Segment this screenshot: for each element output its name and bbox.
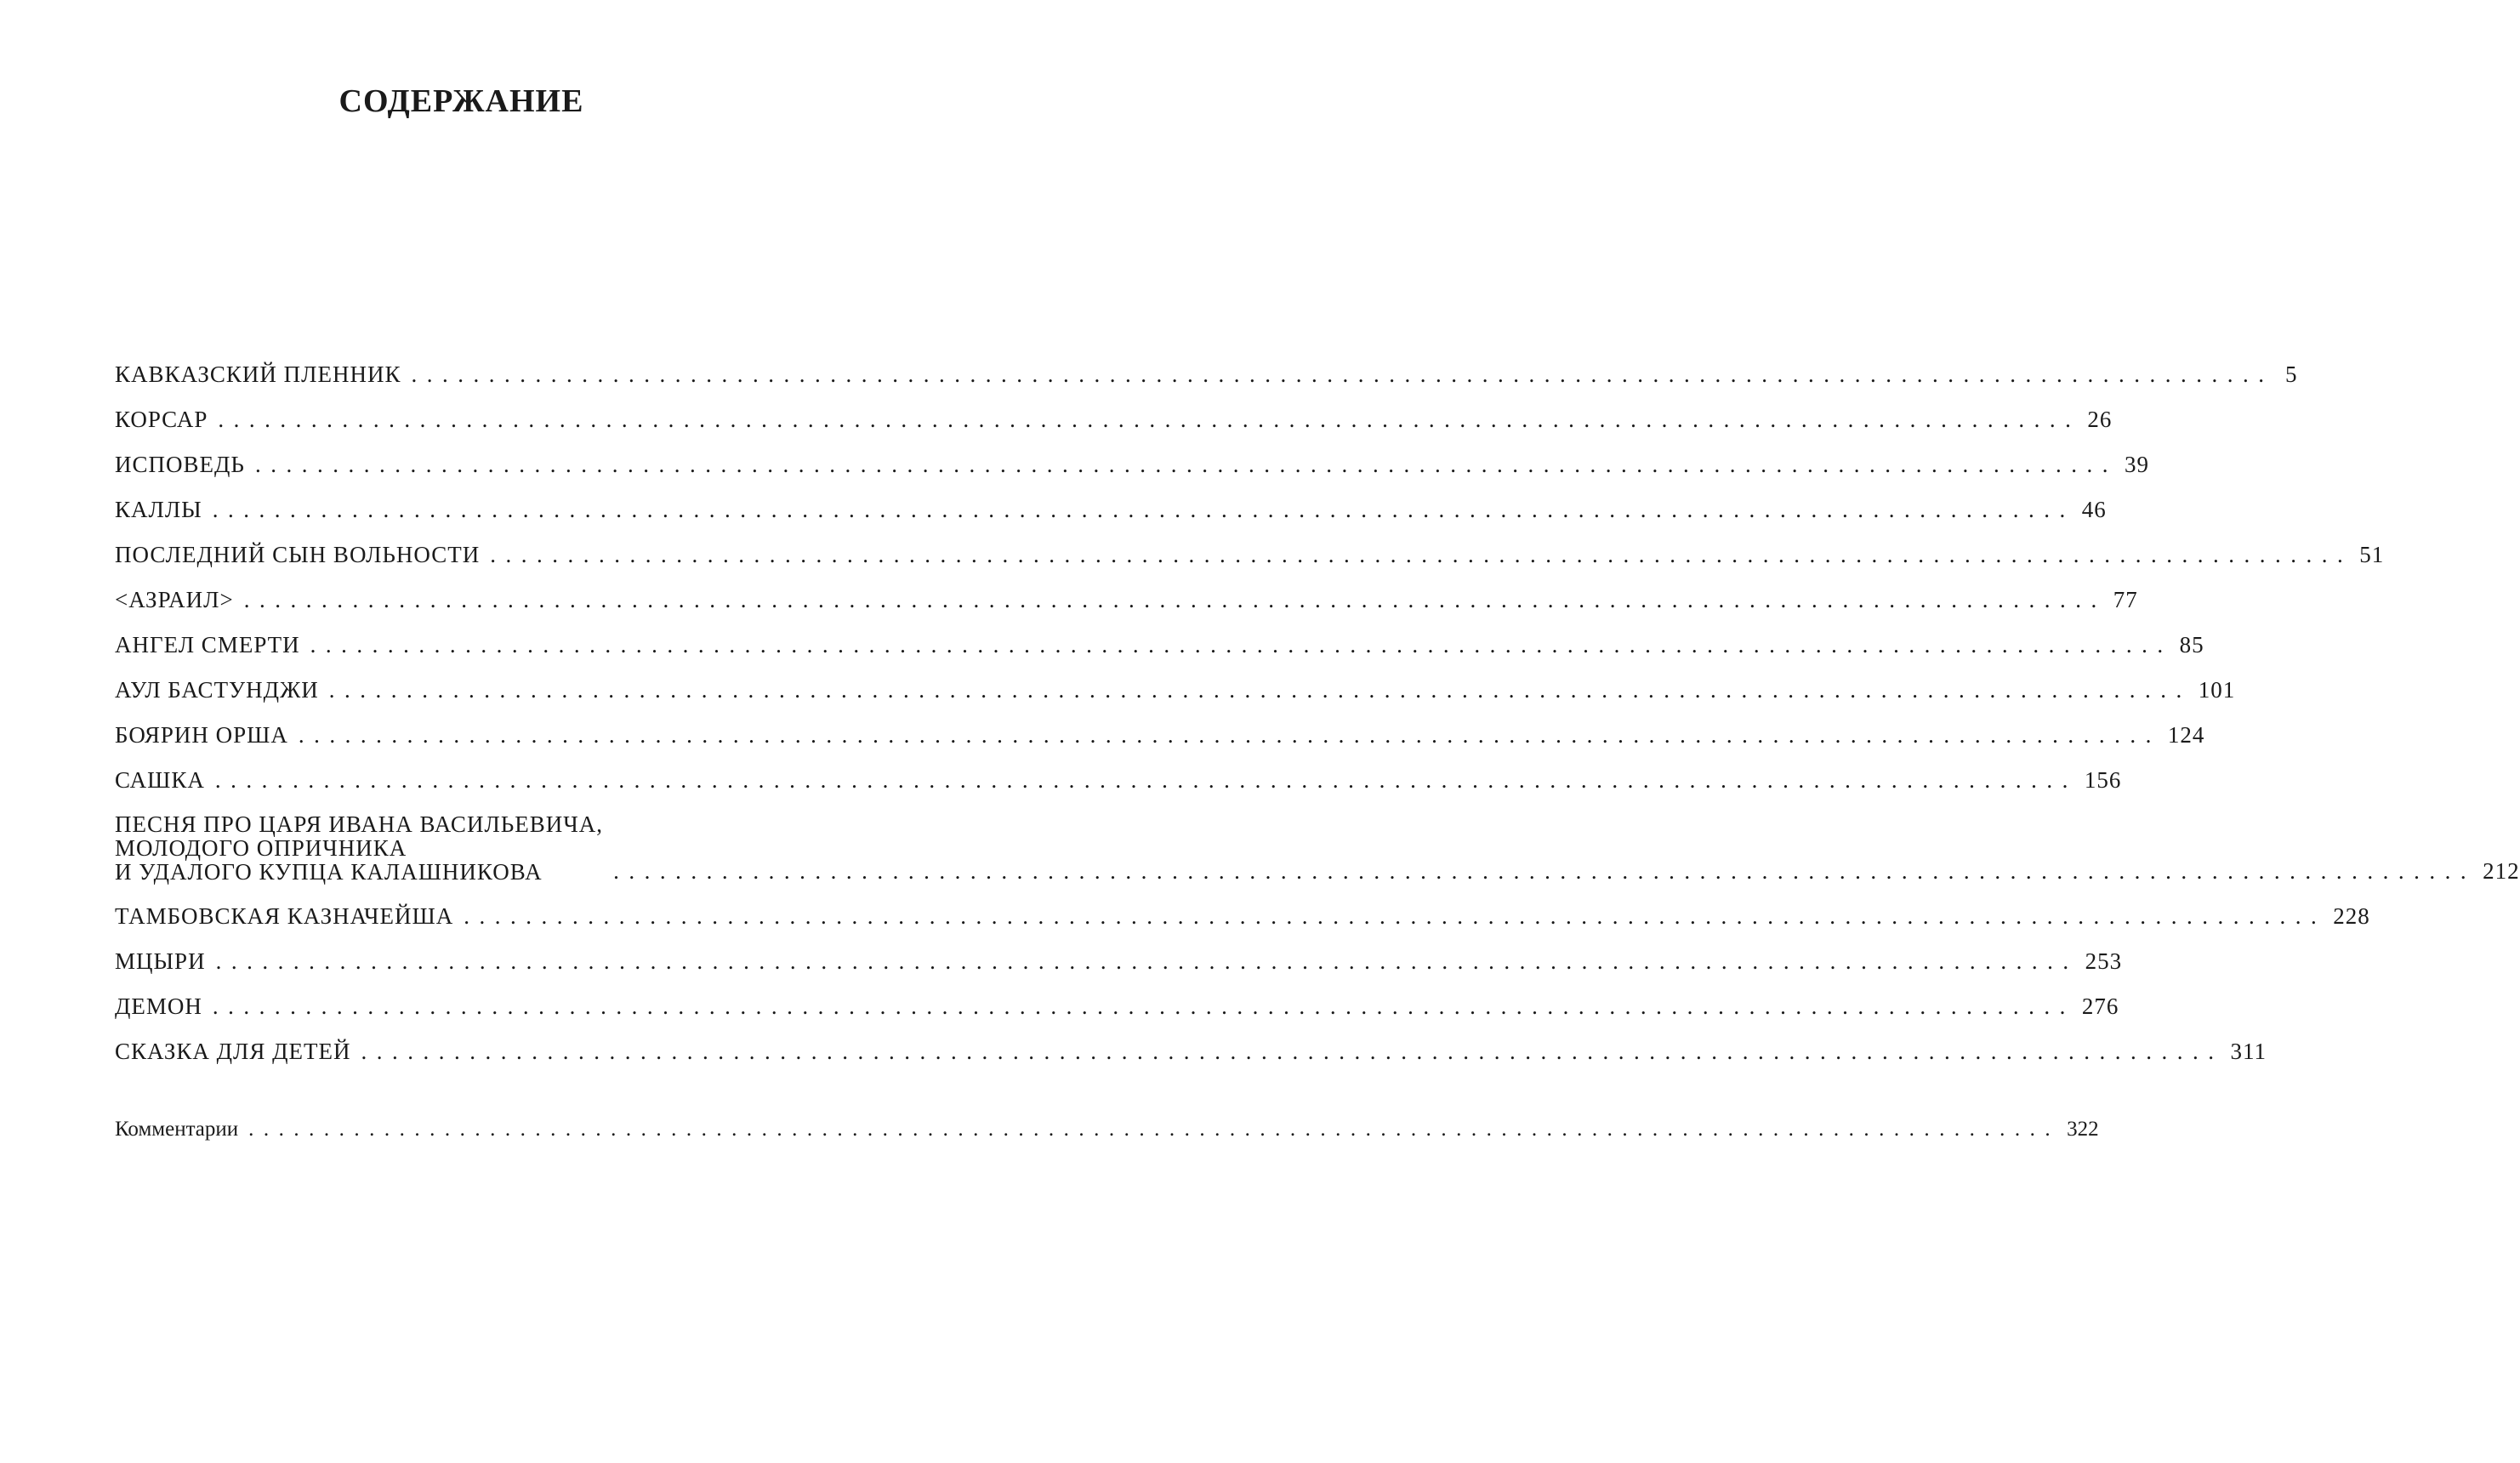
toc-entry-comments (115, 1117, 2099, 1142)
dot-leader: ........................................................................................................................ (212, 497, 2075, 522)
toc-entry-title: ИСПОВЕДЬ (115, 452, 245, 477)
toc-entry-title: БОЯРИН ОРША (115, 722, 288, 748)
toc-entry-page: 39 (2124, 452, 2149, 477)
toc-entry-page: 124 (2167, 722, 2205, 748)
dot-leader: ........................................................................................................................ (215, 948, 2079, 974)
toc-entry-title: КАВКАЗСКИЙ ПЛЕННИК (115, 361, 401, 387)
toc-entry-page: 276 (2081, 993, 2119, 1019)
dot-leader: ........................................................................................................................ (328, 677, 2192, 703)
toc-entry-title: ТАМБОВСКАЯ КАЗНАЧЕЙША (115, 903, 454, 929)
toc-entry-page: 5 (2284, 361, 2298, 387)
toc-entry-title: АНГЕЛ СМЕРТИ (115, 632, 300, 657)
toc-entry (115, 497, 2107, 522)
toc-entry-title: МЦЫРИ (115, 948, 206, 974)
dot-leader: ........................................................................................................................ (298, 722, 2161, 748)
toc-entry-title: АУЛ БАСТУНДЖИ (115, 677, 319, 703)
toc-entry-page: 253 (2085, 948, 2123, 974)
dot-leader: ........................................................................................................................ (464, 903, 2327, 929)
toc-entry-page: 26 (2087, 407, 2113, 432)
dot-leader: ........................................................................................................................ (613, 858, 2477, 884)
toc-entry-title-line: МОЛОДОГО ОПРИЧНИКА (115, 835, 407, 861)
toc-entry (115, 1039, 2267, 1064)
dot-leader: ........................................................................................................................ (248, 1118, 2061, 1141)
dot-leader: ........................................................................................................................ (243, 587, 2107, 612)
toc-entry-title: САШКА (115, 767, 205, 793)
toc-entry-title-line: И УДАЛОГО КУПЦА КАЛАШНИКОВА (115, 859, 543, 885)
toc-entry-title: ПОСЛЕДНИЙ СЫН ВОЛЬНОСТИ (115, 542, 481, 567)
toc-entry-page: 156 (2084, 767, 2122, 793)
toc-entry-title: КАЛЛЫ (115, 497, 202, 522)
toc-entry (115, 993, 2119, 1019)
table-of-contents (115, 361, 2520, 1162)
toc-entry (115, 722, 2205, 748)
dot-leader: ........................................................................................................................ (310, 632, 2173, 657)
toc-entry (115, 542, 2385, 567)
toc-entry (115, 407, 2113, 432)
toc-entry (115, 632, 2204, 657)
toc-entry-page: 101 (2198, 677, 2236, 703)
toc-entry-page: 212 (2483, 858, 2520, 884)
toc-entry-page: 77 (2113, 587, 2138, 612)
toc-entry (115, 948, 2123, 974)
toc-entry-page: 228 (2333, 903, 2370, 929)
toc-entry (115, 361, 2298, 387)
toc-entry-title: СКАЗКА ДЛЯ ДЕТЕЙ (115, 1039, 351, 1064)
dot-leader: ........................................................................................................................ (490, 542, 2353, 567)
dot-leader: ........................................................................................................................ (214, 767, 2078, 793)
toc-entry (115, 587, 2138, 612)
toc-entry (115, 903, 2370, 929)
toc-entry-page: 46 (2081, 497, 2107, 522)
toc-entry (115, 767, 2122, 793)
dot-leader: ........................................................................................................................ (212, 993, 2075, 1019)
toc-entry (115, 452, 2149, 477)
toc-entry-title (115, 812, 603, 884)
page-title: СОДЕРЖАНИЕ (338, 83, 584, 119)
toc-entry (115, 677, 2236, 703)
toc-entry-title: Комментарии (115, 1118, 239, 1141)
dot-leader: ........................................................................................................................ (218, 407, 2081, 432)
toc-entry-page: 322 (2067, 1118, 2099, 1141)
dot-leader: ........................................................................................................................ (411, 361, 2274, 387)
dot-leader: ........................................................................................................................ (254, 452, 2118, 477)
toc-entry-page: 311 (2230, 1039, 2267, 1064)
toc-entry-title: <АЗРАИЛ> (115, 587, 234, 612)
toc-entry-title: ДЕМОН (115, 993, 202, 1019)
toc-entry-page: 85 (2179, 632, 2204, 657)
toc-entry-title-line: ПЕСНЯ ПРО ЦАРЯ ИВАНА ВАСИЛЬЕВИЧА, (115, 811, 604, 837)
dot-leader: ........................................................................................................................ (361, 1039, 2224, 1064)
toc-entry (115, 811, 2520, 885)
toc-entry-page: 51 (2359, 542, 2385, 567)
toc-entry-title: КОРСАР (115, 407, 208, 432)
